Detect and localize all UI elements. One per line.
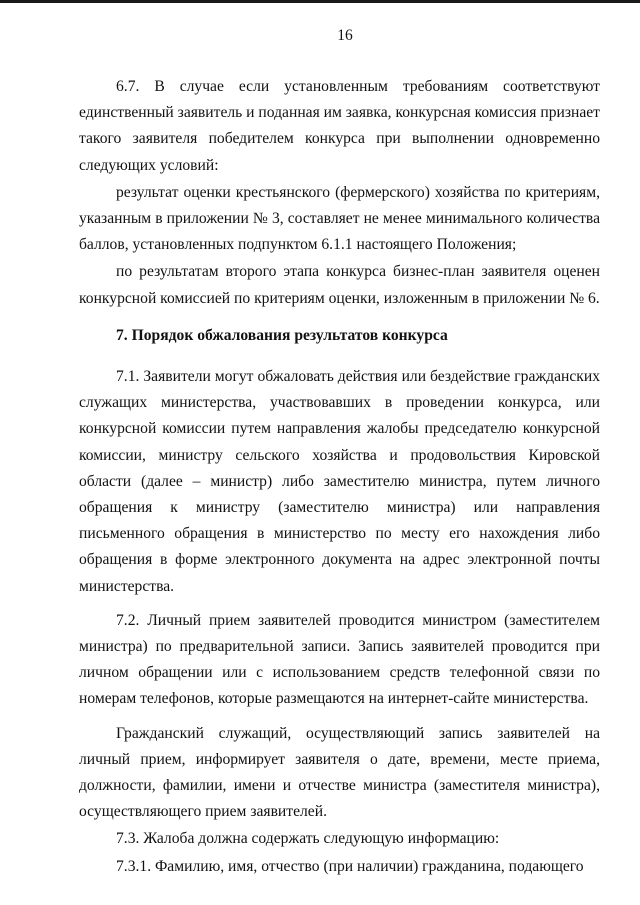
paragraph-7-3: 7.3. Жалоба должна содержать следующую информацию: xyxy=(116,830,500,848)
section-7-heading: 7. Порядок обжалования результатов конкурса xyxy=(116,326,448,344)
paragraph-7-1: 7.1. Заявители могут обжаловать действия или бездействие гражданских служащих министерства, участвовавших в проведении конкурса, или конкурсной комиссии путем направления жалобы председателю конкурсной комиссии, министру сельского хозяйства и продовольствия Кировской области (далее – министр) либо заместителю министра, путем личного обращения к министру (заместителю министра) или направления письменного обращения в министерство по месту его нахождения либо обращения в форме электронного документа на адрес электронной почты министерства. xyxy=(79,368,600,595)
page-number: 16 xyxy=(337,27,353,44)
paragraph-6-7-condition-1: результат оценки крестьянского (фермерского) хозяйства по критериям, указанным в приложении № 3, составляет не менее минимального количества баллов, установленных подпунктом 6.1.1 настоящего Положения; xyxy=(79,183,600,254)
paragraph-7-3-1: 7.3.1. Фамилию, имя, отчество (при наличии) гражданина, подающего xyxy=(116,857,584,875)
page-top-border xyxy=(0,0,640,3)
document-body xyxy=(79,74,600,880)
paragraph-7-2-recording: Гражданский служащий, осуществляющий запись заявителей на личный прием, информирует заявителя о дате, времени, месте приема, должности, фамилии, имени и отчестве министра (заместителя министра), осуществляющего прием заявителей. xyxy=(79,724,600,821)
paragraph-6-7-condition-2: по результатам второго этапа конкурса бизнес-план заявителя оценен конкурсной комиссией по критериям оценки, изложенным в приложении № 6. xyxy=(79,263,600,307)
paragraph-6-7: 6.7. В случае если установленным требованиям соответствуют единственный заявитель и поданная им заявка, конкурсная комиссия признает такого заявителя победителем конкурса при выполнении одновременно следующих условий: xyxy=(79,78,600,174)
paragraph-7-2: 7.2. Личный прием заявителей проводится министром (заместителем министра) по предварительной записи. Запись заявителей проводится при личном обращении или с использованием средств телефонной связи по номерам телефонов, которые размещаются на интернет-сайте министерства. xyxy=(79,611,600,708)
